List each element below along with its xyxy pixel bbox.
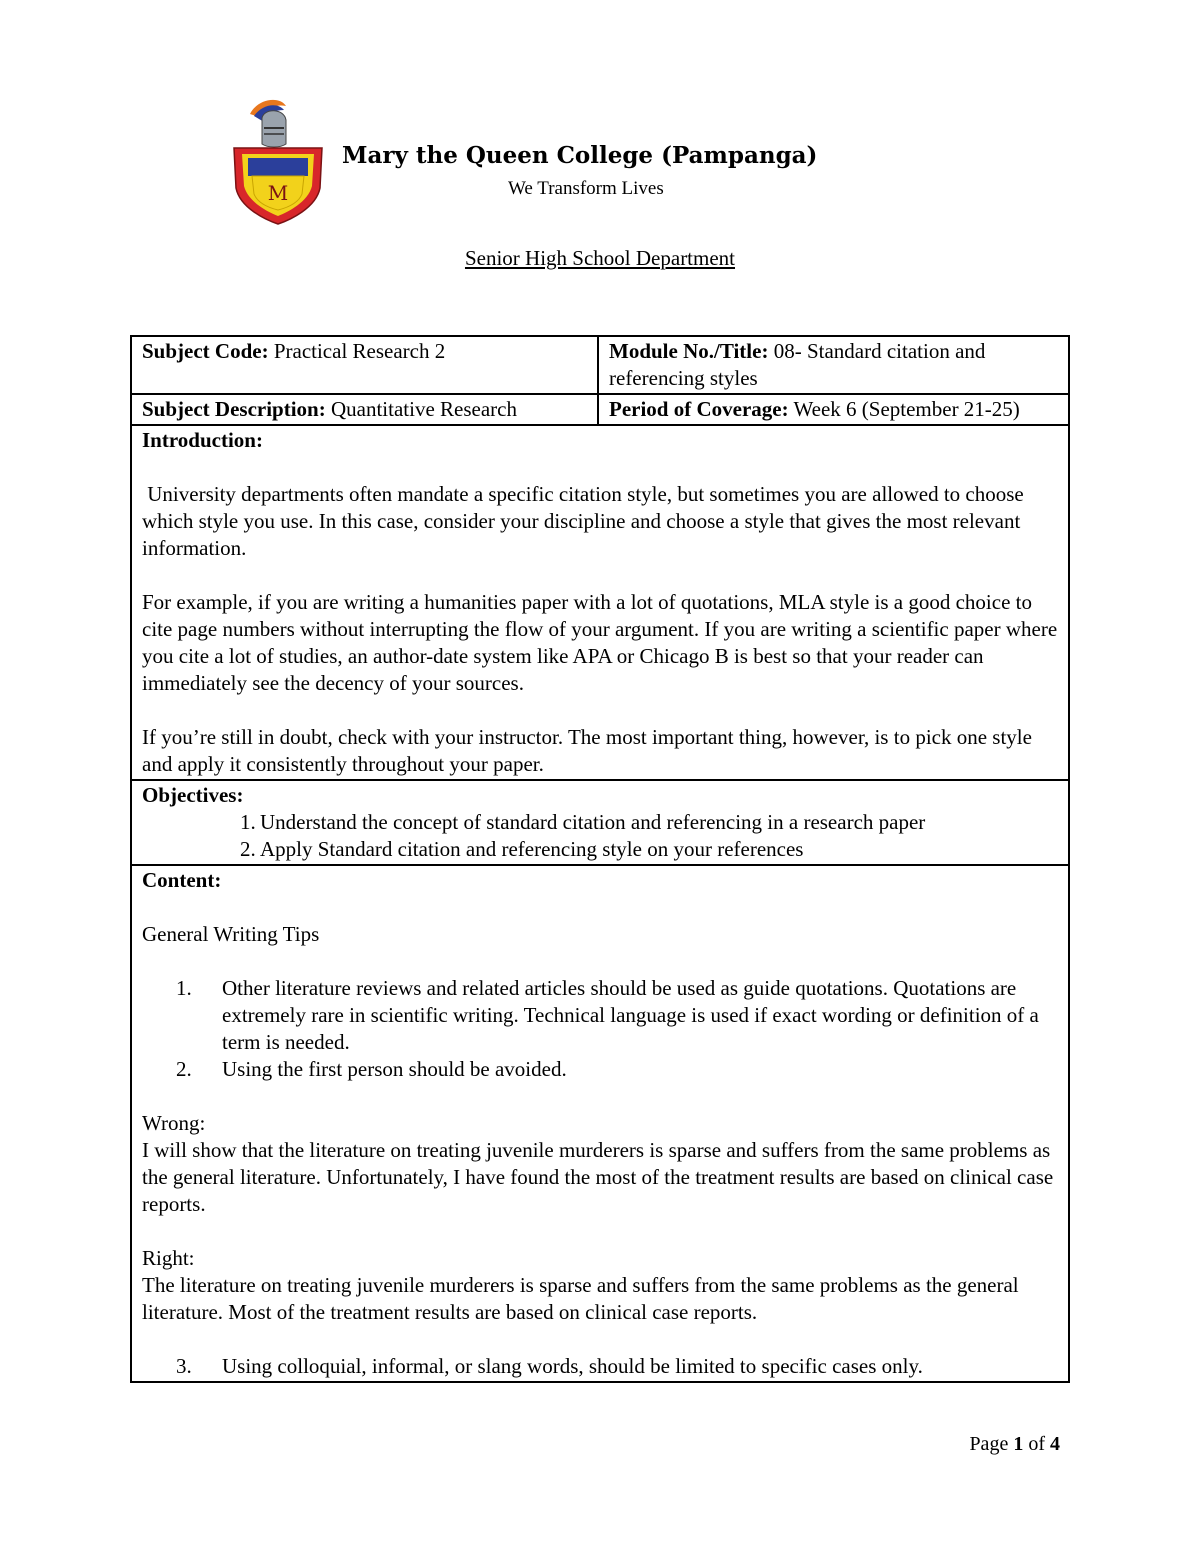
- description-value: Quantitative Research: [330, 397, 517, 421]
- module-table: [130, 335, 1070, 1383]
- subject-code-cell: [132, 337, 599, 393]
- introduction-paragraph: For example, if you are writing a humanities paper with a lot of quotations, MLA style is a good choice to cite page numbers without interrupting the flow of your argument. If you are writing a scientific paper where you cite a lot of studies, an author-date system like APA or Chicago B is best so that your reader can immediately see the decency of your sources.: [142, 590, 1058, 695]
- objective-number: 2.: [240, 837, 256, 861]
- tip-text: Using colloquial, informal, or slang words, should be limited to specific cases only.: [222, 1354, 923, 1378]
- description-cell: [132, 395, 599, 424]
- period-cell: [599, 395, 1068, 424]
- page-current: 1: [1013, 1433, 1024, 1455]
- objectives-row: [132, 781, 1068, 866]
- objective-number: 1.: [240, 810, 256, 834]
- introduction-heading: Introduction:: [142, 428, 263, 452]
- tip-item: [142, 1056, 1058, 1083]
- subject-code-value: Practical Research 2: [273, 339, 446, 363]
- introduction-row: [132, 426, 1068, 781]
- tip-number: 2.: [176, 1057, 192, 1081]
- introduction-section: [132, 426, 1068, 779]
- page-total: 4: [1050, 1433, 1060, 1455]
- right-label: Right:: [142, 1246, 195, 1270]
- page-word: Page: [969, 1433, 1009, 1455]
- page-number: [969, 1433, 1060, 1456]
- info-row-1: [132, 337, 1068, 395]
- crest-letter: M: [267, 181, 289, 205]
- content-subheading: General Writing Tips: [142, 922, 320, 946]
- college-motto: We Transform Lives: [508, 178, 664, 199]
- tip-item: [142, 975, 1058, 1056]
- objective-item: [142, 836, 1058, 863]
- info-row-2: [132, 395, 1068, 426]
- introduction-paragraph: University departments often mandate a specific citation style, but sometimes you are allowed to choose which style you use. In this case, consider your discipline and choose a style that gives the most relevant information.: [142, 482, 1029, 560]
- objectives-section: [132, 781, 1068, 864]
- college-crest-logo: [228, 96, 328, 226]
- period-label: Period of Coverage:: [609, 397, 789, 421]
- subject-code-label: Subject Code:: [142, 339, 269, 363]
- tip-number: 3.: [176, 1354, 192, 1378]
- content-row: [132, 866, 1068, 1381]
- objective-text: Understand the concept of standard citation and referencing in a research paper: [260, 810, 926, 834]
- tip-number: 1.: [176, 976, 192, 1000]
- wrong-example: I will show that the literature on treating juvenile murderers is sparse and suffers from the same problems as the general literature. Unfortunately, I have found the most of the treatment results are based on clinical case reports.: [142, 1138, 1054, 1216]
- wrong-label: Wrong:: [142, 1111, 206, 1135]
- module-label: Module No./Title:: [609, 339, 769, 363]
- period-value: Week 6 (September 21-25): [793, 397, 1020, 421]
- module-value: 08- Standard citation and referencing styles: [609, 339, 986, 390]
- content-heading: Content:: [142, 868, 222, 892]
- department-title: Senior High School Department: [464, 246, 736, 270]
- introduction-paragraph: If you’re still in doubt, check with your instructor. The most important thing, however, is to pick one style and apply it consistently throughout your paper.: [142, 725, 1032, 776]
- tip-text: Other literature reviews and related articles should be used as guide quotations. Quotations are extremely rare in scientific writing. Technical language is used if exact wording or definition of a term is needed.: [222, 976, 1039, 1054]
- description-label: Subject Description:: [142, 397, 326, 421]
- tip-item: [142, 1353, 1058, 1380]
- content-section: [132, 866, 1068, 1381]
- module-cell: [599, 337, 1068, 393]
- objectives-heading: Objectives:: [142, 783, 244, 807]
- tip-text: Using the first person should be avoided.: [222, 1057, 567, 1081]
- college-name: Mary the Queen College (Pampanga): [342, 142, 818, 169]
- right-example: The literature on treating juvenile murderers is sparse and suffers from the same problems as the general literature. Most of the treatment results are based on clinical case reports.: [142, 1273, 1019, 1324]
- objective-text: Apply Standard citation and referencing style on your references: [260, 837, 804, 861]
- of-word: of: [1028, 1433, 1045, 1455]
- objective-item: [142, 809, 1058, 836]
